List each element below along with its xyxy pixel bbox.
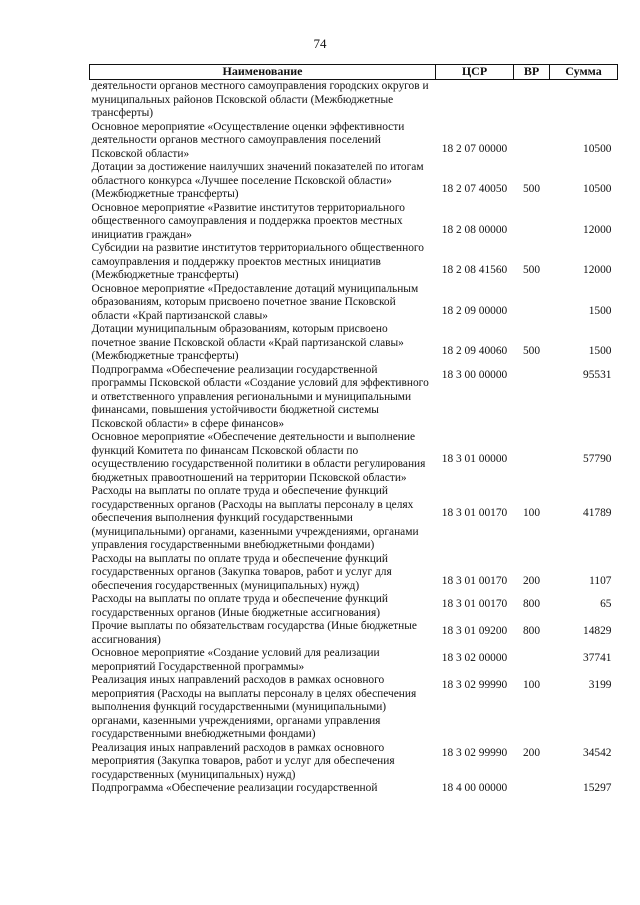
table-row bbox=[90, 647, 618, 674]
row-name: Основное мероприятие «Создание условий для реализации мероприятий Государственной программы» bbox=[91, 647, 380, 673]
row-sum: 95531 bbox=[583, 368, 612, 381]
table-row bbox=[90, 485, 618, 553]
header-csr: ЦСР bbox=[436, 65, 514, 80]
row-sum: 1107 bbox=[589, 574, 612, 587]
row-csr: 18 3 01 00170 bbox=[441, 574, 508, 587]
table-row bbox=[90, 593, 618, 620]
row-csr: 18 3 00 00000 bbox=[441, 368, 508, 381]
row-vr bbox=[514, 283, 550, 324]
table-row bbox=[90, 364, 618, 432]
table-row bbox=[90, 161, 618, 202]
row-csr bbox=[436, 80, 514, 121]
row-csr: 18 2 08 41560 bbox=[441, 264, 508, 276]
row-sum: 15297 bbox=[583, 782, 612, 794]
table-header-row bbox=[90, 65, 618, 80]
table-row bbox=[90, 620, 618, 647]
row-csr: 18 3 02 99990 bbox=[441, 746, 508, 759]
row-name: Основное мероприятие «Развитие институтов территориального общественного самоуправления и поддержка проектов местных инициатив граждан» bbox=[91, 201, 405, 241]
row-csr: 18 3 01 00000 bbox=[441, 453, 508, 465]
row-name: Прочие выплаты по обязательствам государства (Иные бюджетные ассигнования) bbox=[91, 620, 417, 646]
row-sum: 10500 bbox=[583, 142, 612, 155]
row-name: Расходы на выплаты по оплате труда и обеспечение функций государственных органов (Иные бюджетные ассигнования) bbox=[91, 593, 388, 619]
row-vr bbox=[514, 80, 550, 121]
table-row bbox=[90, 674, 618, 742]
row-csr: 18 3 01 00170 bbox=[441, 507, 508, 519]
row-sum: 1500 bbox=[588, 304, 612, 317]
row-csr: 18 2 09 40060 bbox=[441, 345, 508, 357]
table-row bbox=[90, 242, 618, 283]
row-name: Реализация иных направлений расходов в рамках основного мероприятия (Расходы на выплаты персоналу в целях обеспечения выполнения функций государственными (муниципальными) органами, казенными учреждениями, органами управления государственными внебюджетными фондами) bbox=[91, 674, 417, 740]
row-csr: 18 3 02 99990 bbox=[441, 679, 508, 691]
table-row bbox=[90, 283, 618, 324]
header-vr: ВР bbox=[514, 65, 550, 80]
row-name: Расходы на выплаты по оплате труда и обеспечение функций государственных органов (Расходы на выплаты персоналу в целях обеспечения выполнения функций государственными (муниципальными) органами, казенными учреждениями, органами управления государственными внебюджетными фондами) bbox=[91, 485, 419, 551]
table-row bbox=[90, 80, 618, 121]
row-vr bbox=[514, 782, 550, 796]
row-sum: 57790 bbox=[583, 453, 612, 465]
row-csr: 18 3 01 09200 bbox=[441, 625, 508, 637]
row-sum: 65 bbox=[600, 598, 612, 610]
row-vr bbox=[514, 202, 550, 243]
row-name: Дотации муниципальным образованиям, которым присвоено почетное звание Псковской области «Край партизанской славы» (Межбюджетные трансферты) bbox=[91, 323, 404, 362]
table-row bbox=[90, 431, 618, 485]
row-sum: 3199 bbox=[588, 679, 612, 691]
row-name: Основное мероприятие «Предоставление дотаций муниципальным образованиям, которым присвоено почетное звание Псковской области «Край партизанской славы» bbox=[91, 282, 419, 322]
row-vr: 100 bbox=[522, 679, 541, 691]
row-vr: 500 bbox=[522, 183, 541, 195]
row-csr: 18 3 02 00000 bbox=[441, 652, 508, 664]
table-row bbox=[90, 202, 618, 243]
row-vr bbox=[514, 121, 550, 162]
row-vr: 800 bbox=[522, 598, 541, 610]
row-sum: 12000 bbox=[583, 223, 612, 236]
row-vr bbox=[514, 431, 550, 485]
row-name: Основное мероприятие «Обеспечение деятельности и выполнение функций Комитета по финансам Псковской области по осуществлению государственной политики в области регулирования бюджетных правоотношений на территории Псковской области» bbox=[91, 431, 426, 484]
table-row bbox=[90, 553, 618, 594]
row-vr: 800 bbox=[522, 625, 541, 637]
row-name: Подпрограмма «Обеспечение реализации государственной bbox=[91, 782, 378, 794]
row-csr: 18 2 07 00000 bbox=[441, 142, 508, 155]
row-vr bbox=[514, 647, 550, 674]
row-csr: 18 2 09 00000 bbox=[441, 304, 508, 317]
budget-table bbox=[89, 64, 618, 796]
row-name: деятельности органов местного самоуправления городских округов и муниципальных районов Псковской области (Межбюджетные трансферты) bbox=[91, 80, 429, 119]
row-sum: 41789 bbox=[583, 507, 612, 519]
row-sum: 10500 bbox=[583, 183, 612, 195]
row-name: Реализация иных направлений расходов в рамках основного мероприятия (Закупка товаров, работ и услуг для обеспечения государственных (муниципальных) нужд) bbox=[91, 741, 395, 781]
page-number: 74 bbox=[313, 36, 327, 51]
row-sum: 37741 bbox=[583, 652, 612, 664]
row-vr: 200 bbox=[522, 746, 541, 759]
row-name: Подпрограмма «Обеспечение реализации государственной программы Псковской области «Создание условий для эффективного и ответственного управления региональными и муниципальными финансами, повышения устойчивости бюджетной системы Псковской области» в сфере финансов» bbox=[91, 363, 429, 430]
row-sum: 14829 bbox=[583, 625, 612, 637]
row-name: Субсидии на развитие институтов территориального общественного самоуправления и поддержку проектов местных инициатив (Межбюджетные трансферты) bbox=[91, 242, 424, 281]
row-csr: 18 2 07 40050 bbox=[441, 183, 508, 195]
table-row bbox=[90, 742, 618, 783]
row-sum: 1500 bbox=[588, 345, 612, 357]
row-name: Расходы на выплаты по оплате труда и обеспечение функций государственных органов (Закупка товаров, работ и услуг для обеспечения государственных (муниципальных) нужд) bbox=[91, 552, 392, 592]
table-row bbox=[90, 782, 618, 796]
header-sum: Сумма bbox=[550, 65, 618, 80]
table-row bbox=[90, 121, 618, 162]
row-vr: 500 bbox=[522, 264, 541, 276]
row-sum: 34542 bbox=[583, 746, 612, 759]
row-csr: 18 4 00 00000 bbox=[441, 782, 508, 794]
row-vr: 200 bbox=[522, 574, 541, 587]
row-csr: 18 2 08 00000 bbox=[441, 223, 508, 236]
row-vr: 100 bbox=[522, 507, 541, 519]
row-csr: 18 3 01 00170 bbox=[441, 598, 508, 610]
row-name: Основное мероприятие «Осуществление оценки эффективности деятельности органов местного самоуправления поселений Псковской области» bbox=[91, 120, 405, 160]
header-name: Наименование bbox=[90, 65, 436, 80]
row-sum: 12000 bbox=[583, 264, 612, 276]
table-row bbox=[90, 323, 618, 364]
row-vr bbox=[514, 364, 550, 432]
row-sum bbox=[550, 80, 618, 121]
row-name: Дотации за достижение наилучших значений показателей по итогам областного конкурса «Лучшее поселение Псковской области» (Межбюджетные трансферты) bbox=[91, 161, 424, 200]
row-vr: 500 bbox=[522, 345, 541, 357]
